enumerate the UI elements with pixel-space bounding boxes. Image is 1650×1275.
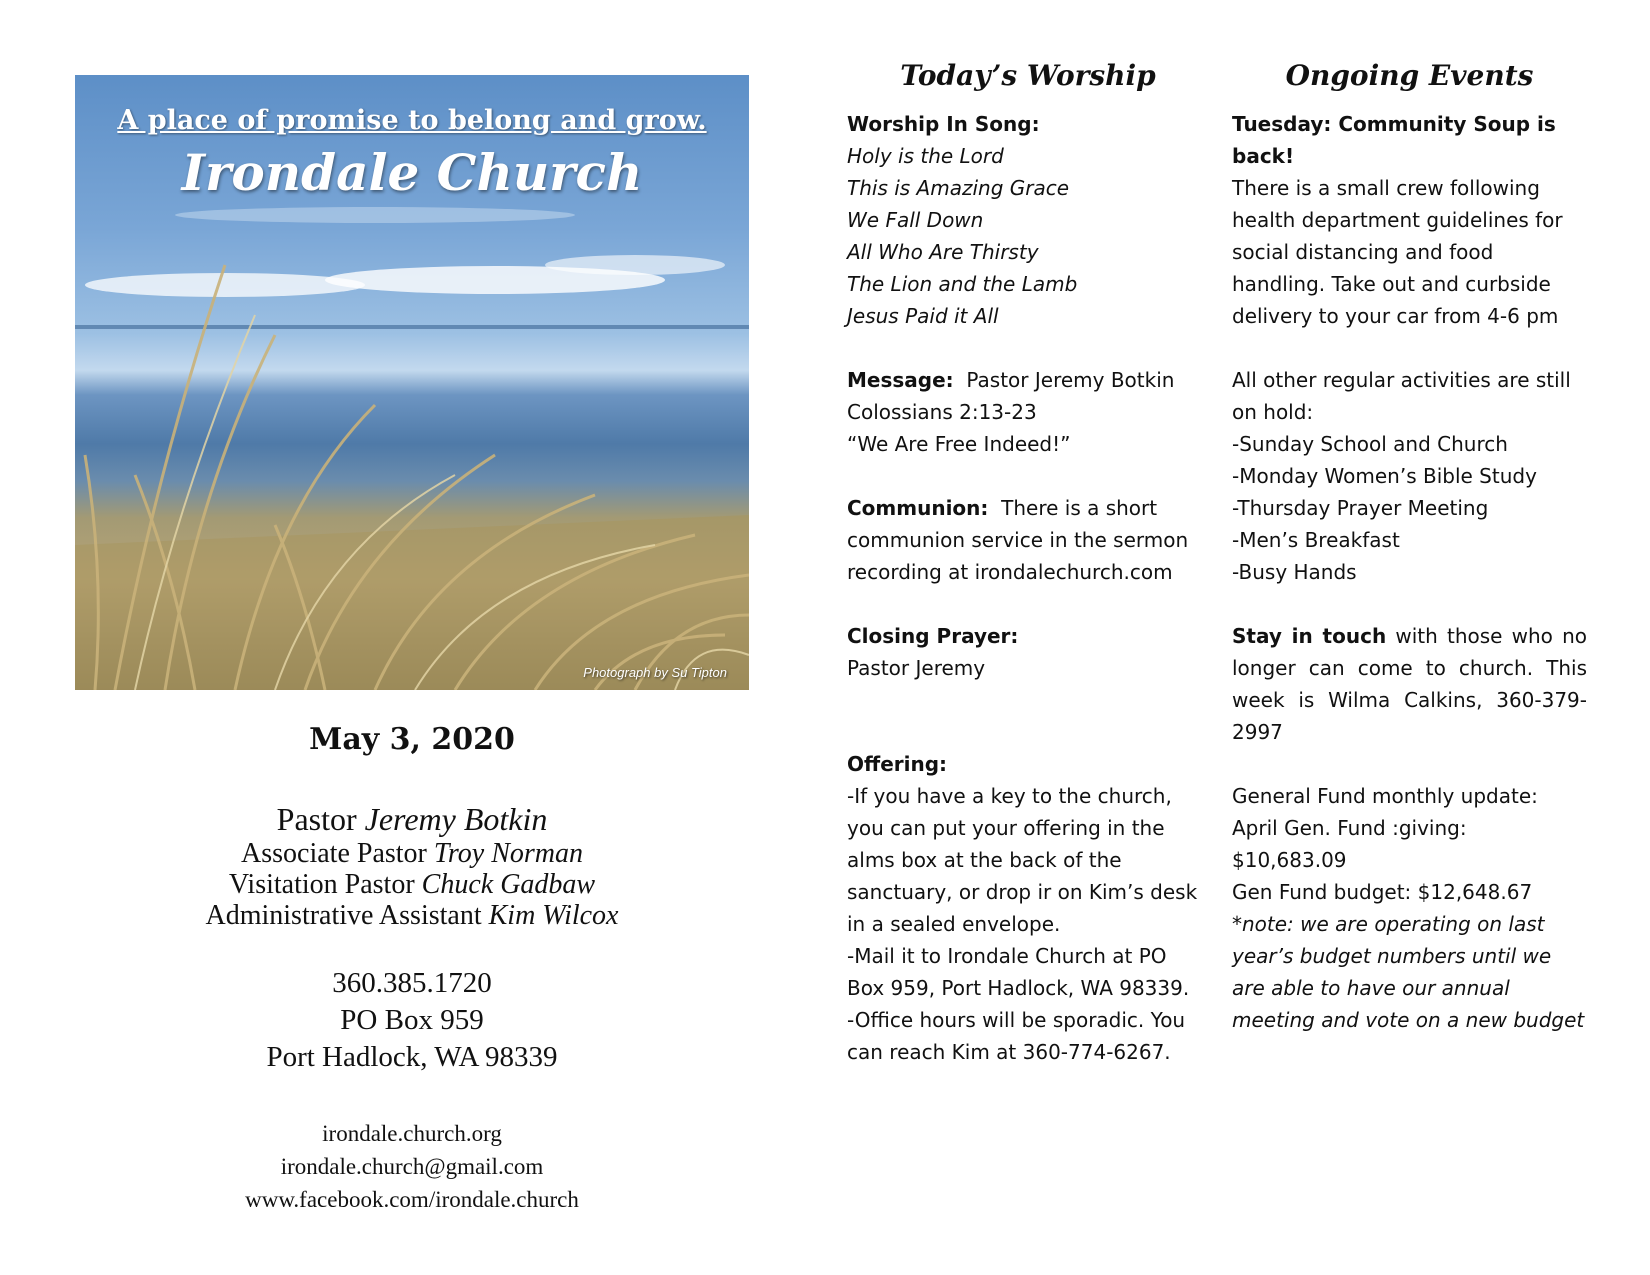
city: Port Hadlock, WA 98339 [266,1041,558,1073]
phone: 360.385.1720 [332,967,492,999]
cover-photo [75,75,749,690]
facebook-link[interactable]: www.facebook.com/irondale.church [245,1187,579,1212]
fund-budget: Gen Fund budget: $12,648.67 [1232,880,1533,904]
message-scripture: Colossians 2:13-23 [847,400,1037,424]
hold-item: -Thursday Prayer Meeting [1232,496,1489,520]
offering-line: -Office hours will be sporadic. You can reach Kim at 360-774-6267. [847,1008,1186,1064]
song-item: All Who Are Thirsty [847,240,1039,264]
message-line: Message: Pastor Jeremy Botkin [847,368,1175,392]
soup-label: Tuesday: Community Soup is back! [1232,112,1556,168]
hold-item: -Monday Women’s Bible Study [1232,464,1537,488]
worship-column [847,58,1209,1068]
worship-title: Today’s Worship [900,59,1156,92]
hold-intro: All other regular activities are still on hold: [1232,368,1571,424]
service-date: May 3, 2020 [309,722,515,757]
song-label: Worship In Song: [847,112,1040,136]
staff-visitation-pastor: Visitation Pastor Chuck Gadbaw [228,869,596,900]
email-link[interactable]: irondale.church@gmail.com [280,1154,544,1179]
song-item: Jesus Paid it All [847,304,999,328]
offering-line: -If you have a key to the church, you can put your offering in the alms box at the back of the sanctuary, or drop ir on Kim’s desk in a sealed envelope. [847,784,1198,936]
staff-admin-assistant: Administrative Assistant Kim Wilcox [205,900,619,931]
song-item: Holy is the Lord [847,144,1004,168]
song-item: This is Amazing Grace [847,176,1070,200]
offering-label: Offering: [847,752,948,776]
song-item: The Lion and the Lamb [847,272,1078,296]
tagline: A place of promise to belong and grow. [117,105,707,136]
church-name: Irondale Church [181,143,643,202]
fund-giving-value: $10,683.09 [1232,848,1347,872]
events-title: Ongoing Events [1285,59,1534,92]
hold-item: -Busy Hands [1232,560,1357,584]
song-item: We Fall Down [847,208,984,232]
fund-note: *note: we are operating on last year’s budget numbers until we are able to have our annual meeting and vote on a new budget [1232,912,1585,1032]
stay-in-touch: Stay in touch with those who no longer can come to church. This week is Wilma Calkins, 360-379-2997 [1232,624,1587,744]
staff-associate-pastor: Associate Pastor Troy Norman [241,838,583,869]
offering-line: -Mail it to Irondale Church at PO Box 959, Port Hadlock, WA 98339. [847,944,1190,1000]
contact-block [75,965,749,1076]
staff-pastor: Pastor Jeremy Botkin [276,801,548,837]
staff-list [75,800,749,931]
fund-giving-label: April Gen. Fund :giving: [1232,816,1467,840]
closing-label: Closing Prayer: [847,624,1019,648]
message-title: “We Are Free Indeed!” [847,432,1071,456]
events-column [1232,58,1587,1036]
po-box: PO Box 959 [340,1004,484,1036]
closing-text: Pastor Jeremy [847,656,986,680]
communion-paragraph: Communion: There is a short communion service in the sermon recording at irondalechurch.com [847,496,1189,584]
hold-item: -Men’s Breakfast [1232,528,1400,552]
website-link[interactable]: irondale.church.org [322,1121,502,1146]
fund-title: General Fund monthly update: [1232,784,1538,808]
photo-credit: Photograph by Su Tipton [583,665,727,680]
web-block [75,1117,749,1216]
soup-text: There is a small crew following health department guidelines for social distancing and food handling. Take out and curbside delivery to your car from 4-6 pm [1232,176,1563,328]
hold-item: -Sunday School and Church [1232,432,1508,456]
